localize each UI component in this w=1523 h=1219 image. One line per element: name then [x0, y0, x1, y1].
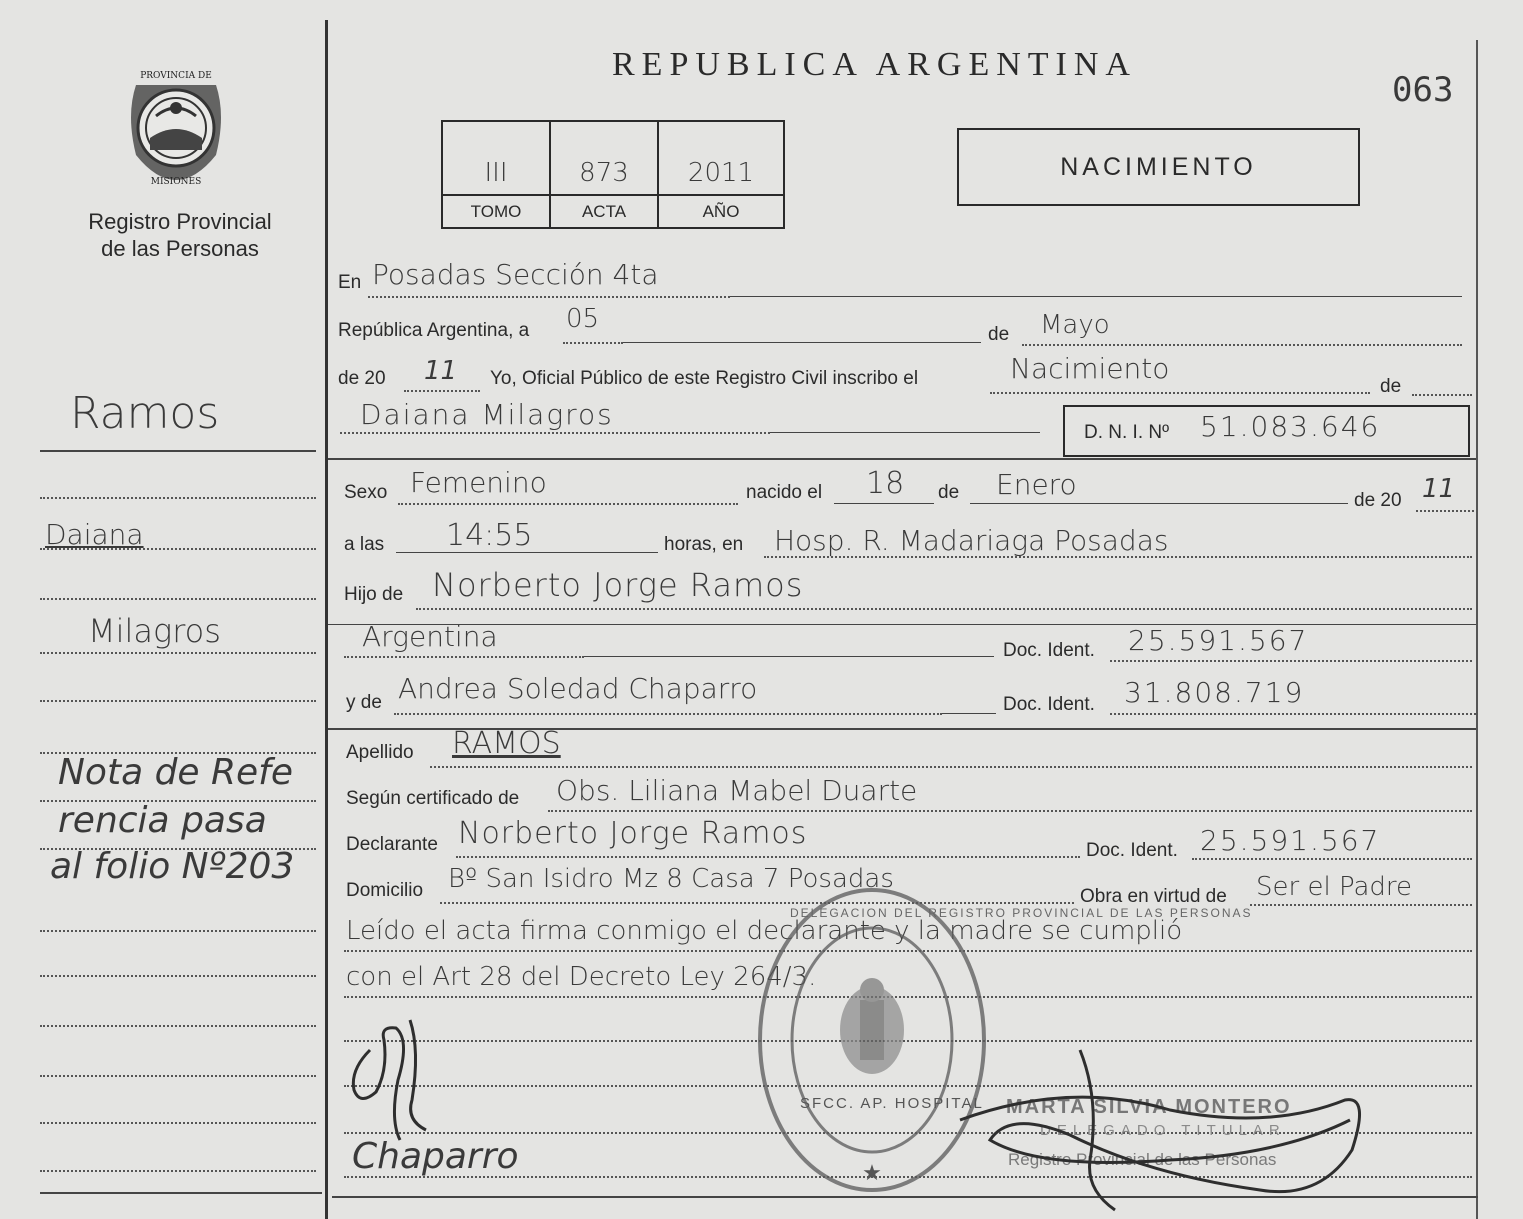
- sex-value: Femenino: [410, 466, 547, 499]
- address-value: Bº San Isidro Mz 8 Casa 7 Posadas: [448, 864, 894, 894]
- birth-year: 11: [1422, 474, 1456, 504]
- margin-second-name: Milagros: [88, 612, 221, 650]
- virtue-label: Obra en virtud de: [1080, 886, 1227, 907]
- margin-note-line1: Nota de Refe: [58, 752, 294, 793]
- line-rule: [970, 503, 1348, 504]
- provincial-seal-icon: [106, 60, 246, 188]
- date-label: República Argentina, a: [338, 320, 530, 341]
- hours-label: horas, en: [664, 534, 744, 555]
- line-rule: [394, 713, 942, 715]
- surname-label: Apellido: [346, 742, 414, 763]
- line-rule: [404, 390, 480, 392]
- margin-surname: Ramos: [70, 388, 220, 439]
- declarant-signature: Chaparro: [352, 1136, 519, 1177]
- official-office: Registro Provincial de las Personas: [1008, 1150, 1277, 1169]
- margin-rule: [40, 598, 316, 600]
- reading-line2: con el Art 28 del Decreto Ley 264/3.: [346, 962, 817, 992]
- margin-rule: [40, 975, 316, 977]
- line-rule: [328, 458, 1476, 460]
- line-rule: [764, 556, 1472, 558]
- doc-label-mother: Doc. Ident.: [1003, 694, 1095, 715]
- margin-first-name: Daiana: [45, 518, 144, 551]
- dni-value: 51.083.646: [1200, 410, 1381, 443]
- line-rule: [548, 810, 1472, 812]
- country-title: REPUBLICA ARGENTINA: [612, 46, 1137, 83]
- birthplace: Hosp. R. Madariaga Posadas: [774, 524, 1169, 557]
- margin-rule: [40, 450, 316, 452]
- doc-label-declarant: Doc. Ident.: [1086, 840, 1178, 861]
- official-name: MARTA SILVIA MONTERO: [1006, 1096, 1292, 1118]
- line-rule: [563, 342, 623, 344]
- born-label: nacido el: [746, 482, 823, 503]
- official-signature: [950, 1040, 1380, 1219]
- margin-rule: [40, 1122, 316, 1124]
- father-name: Norberto Jorge Ramos: [432, 566, 804, 604]
- mother-doc: 31.808.719: [1124, 676, 1305, 709]
- margin-rule: [40, 700, 316, 702]
- registry-name: [60, 208, 300, 262]
- act-value: Nacimiento: [1010, 352, 1170, 385]
- declarant-value: Norberto Jorge Ramos: [458, 816, 808, 851]
- official-role: DELEGADO TITULAR: [1040, 1122, 1286, 1139]
- birth-day: 18: [866, 466, 905, 501]
- father-doc: 25.591.567: [1128, 624, 1309, 657]
- margin-rule: [40, 1025, 316, 1027]
- place-value: Posadas Sección 4ta: [372, 258, 659, 291]
- line-rule: [456, 856, 1080, 858]
- surname-value: RAMOS: [452, 726, 561, 761]
- line-rule: [430, 766, 1472, 768]
- child-name: Daiana Milagros: [360, 398, 614, 431]
- virtue-value: Ser el Padre: [1256, 872, 1412, 902]
- register-box: [441, 120, 785, 229]
- page-edge: [1476, 40, 1478, 1219]
- mother-label: y de: [346, 692, 382, 713]
- declarant-doc: 25.591.567: [1200, 824, 1381, 857]
- line-rule: [1110, 660, 1472, 662]
- ano-value: 2011: [659, 122, 783, 196]
- dni-label: D. N. I. Nº: [1084, 422, 1170, 443]
- sex-label: Sexo: [344, 482, 388, 503]
- line-rule: [1192, 858, 1472, 860]
- year-value: 11: [424, 356, 458, 386]
- line-rule: [730, 296, 1462, 297]
- acta-value: 873: [551, 122, 659, 196]
- acta-label: ACTA: [551, 196, 659, 227]
- line-rule: [344, 656, 584, 658]
- line-rule: [340, 432, 770, 434]
- registry-name-line2: de las Personas: [101, 236, 259, 261]
- birth-month: Enero: [996, 468, 1077, 501]
- birth-de-label: de: [938, 482, 960, 503]
- document-type: NACIMIENTO: [957, 128, 1360, 206]
- line-rule: [942, 713, 996, 714]
- tomo-value: III: [443, 122, 551, 196]
- line-rule: [396, 552, 658, 553]
- seal-center-text: SFCC. AP. HOSPITAL: [800, 1095, 984, 1112]
- place-label: En: [338, 272, 362, 293]
- margin-rule: [40, 1170, 316, 1172]
- month-value: Mayo: [1040, 310, 1110, 340]
- margin-note-line3: al folio Nº203: [50, 846, 295, 887]
- de-label: de: [988, 324, 1010, 345]
- line-rule: [770, 432, 1040, 433]
- svg-text:★: ★: [862, 1160, 882, 1185]
- address-label: Domicilio: [346, 880, 424, 901]
- margin-rule: [40, 1192, 322, 1194]
- tomo-label: TOMO: [443, 196, 551, 227]
- line-rule: [1022, 344, 1462, 346]
- doc-label-father: Doc. Ident.: [1003, 640, 1095, 661]
- column-divider: [325, 20, 328, 1219]
- line-rule: [1412, 394, 1472, 396]
- margin-note-line2: rencia pasa: [58, 800, 267, 841]
- father-nationality: Argentina: [362, 620, 498, 653]
- margin-rule: [40, 548, 316, 550]
- line-rule: [1250, 904, 1472, 906]
- seal-ring-text: DELEGACION DEL REGISTRO PROVINCIAL DE LAS PERSONAS: [790, 906, 1253, 920]
- birth-year-label: de 20: [1354, 490, 1402, 511]
- margin-rule: [40, 652, 316, 654]
- certificate-label: Según certificado de: [346, 788, 520, 809]
- act-de-label: de: [1380, 376, 1402, 397]
- line-rule: [834, 503, 934, 504]
- mother-name: Andrea Soledad Chaparro: [398, 672, 758, 705]
- line-rule: [623, 342, 981, 343]
- declarant-label: Declarante: [346, 834, 438, 855]
- time-label: a las: [344, 534, 385, 555]
- line-rule: [1110, 713, 1476, 715]
- line-rule: [990, 392, 1370, 394]
- line-rule: [1416, 510, 1474, 512]
- line-rule: [368, 296, 730, 298]
- folio-number: 063: [1392, 70, 1454, 110]
- official-text: Yo, Oficial Público de este Registro Civil inscribo el: [490, 368, 919, 389]
- day-value: 05: [566, 304, 600, 334]
- registry-name-line1: Registro Provincial: [88, 209, 272, 234]
- line-rule: [398, 503, 738, 505]
- margin-rule: [40, 497, 316, 499]
- seal-text-top: PROVINCIA DE: [140, 71, 212, 81]
- father-label: Hijo de: [344, 584, 404, 605]
- line-rule: [584, 656, 994, 657]
- margin-rule: [40, 1075, 316, 1077]
- certificate-value: Obs. Liliana Mabel Duarte: [556, 774, 918, 807]
- reading-line1: Leído el acta firma conmigo el declarante y la madre se cumplió: [346, 916, 1183, 946]
- time-value: 14:55: [446, 518, 533, 553]
- seal-text-bottom: MISIONES: [150, 177, 202, 187]
- year-prefix-label: de 20: [338, 368, 386, 389]
- line-rule: [416, 608, 1472, 610]
- margin-rule: [40, 930, 316, 932]
- ano-label: AÑO: [702, 201, 740, 221]
